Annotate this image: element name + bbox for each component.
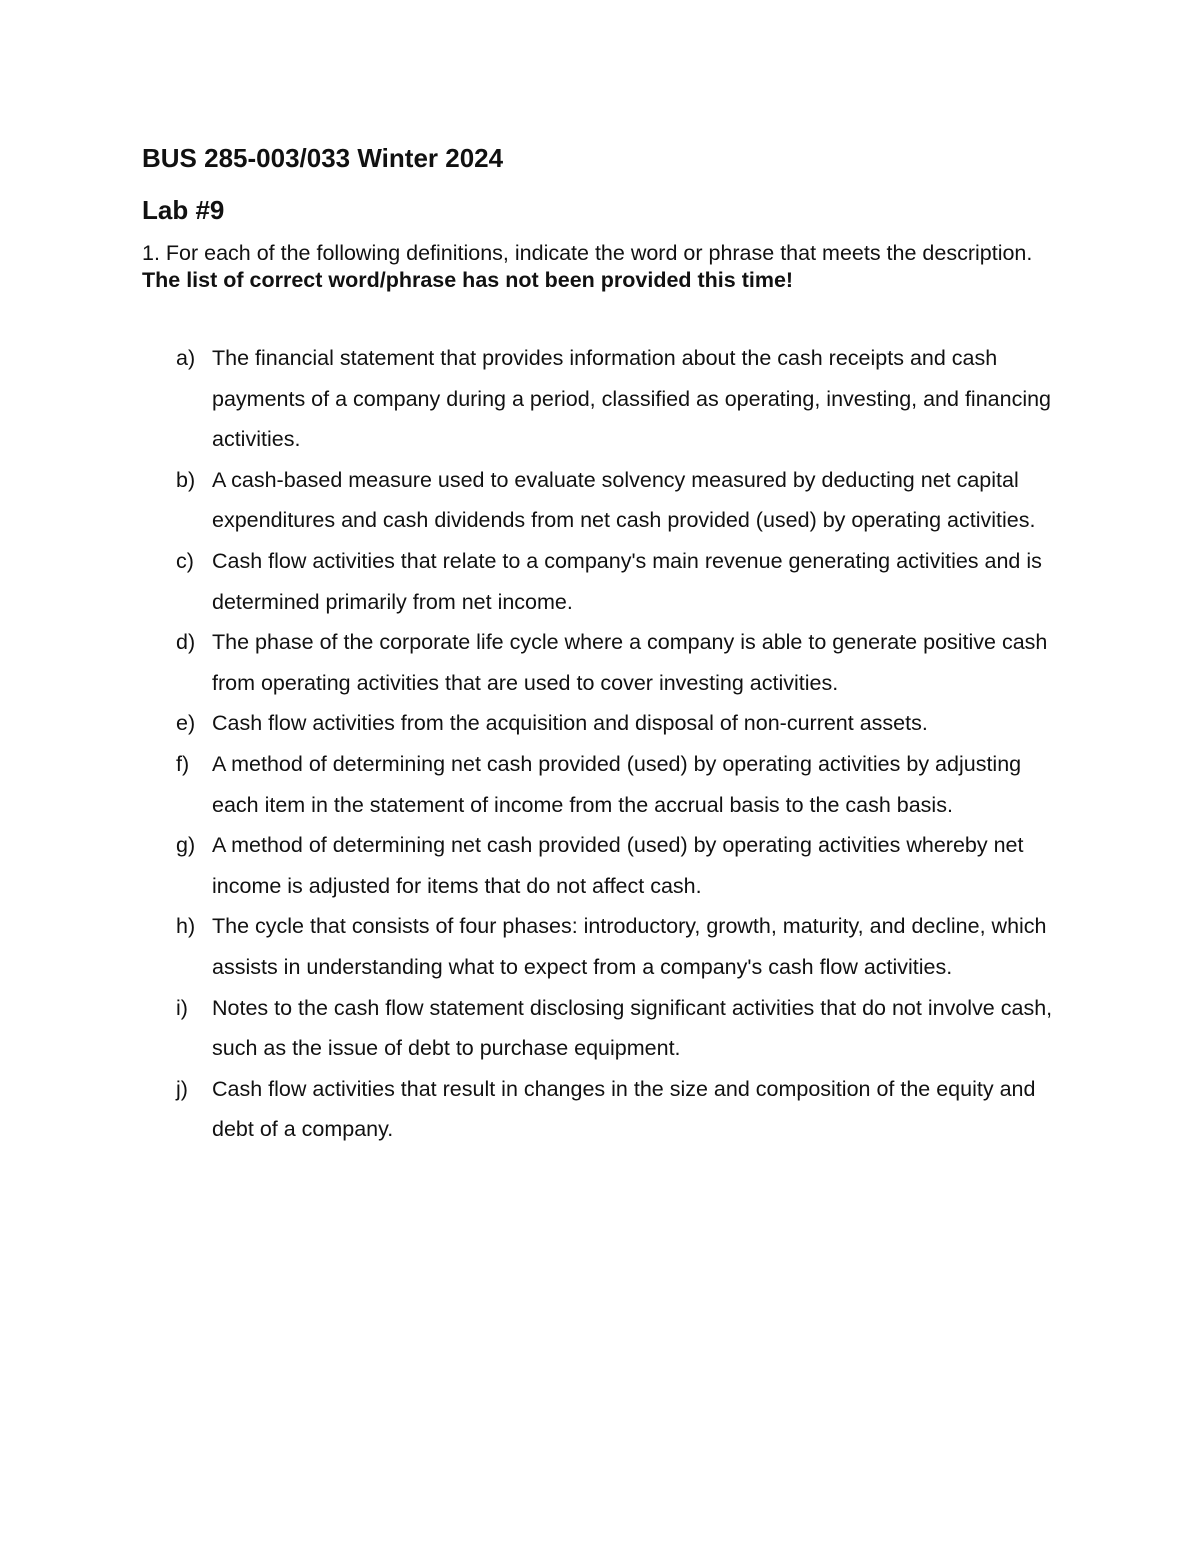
- definition-letter: a): [176, 346, 196, 370]
- definition-item-e: [142, 703, 1058, 744]
- definition-item-a: [142, 338, 1058, 460]
- definition-item-b: [142, 460, 1058, 541]
- definition-letter: c): [176, 548, 194, 573]
- definition-item-g: [142, 825, 1058, 906]
- definition-item-c: [142, 541, 1058, 622]
- definition-item-f: [142, 744, 1058, 825]
- definition-letter: h): [176, 914, 196, 939]
- definition-letter: b): [176, 467, 196, 492]
- definition-letter: j): [176, 1076, 188, 1101]
- definition-letter: f): [176, 751, 190, 776]
- definition-text: A cash-based measure used to evaluate solvency measured by deducting net capital expenditures and cash dividends from net cash provided (used) by operating activities.: [212, 467, 1036, 533]
- definition-item-i: [142, 988, 1058, 1069]
- definition-text: The phase of the corporate life cycle where a company is able to generate positive cash from operating activities that are used to cover investing activities.: [212, 630, 1048, 695]
- question-emphasis: The list of correct word/phrase has not been provided this time!: [142, 268, 794, 292]
- definition-letter: g): [176, 833, 196, 858]
- definition-text: A method of determining net cash provided (used) by operating activities by adjusting each item in the statement of income from the accrual basis to the cash basis.: [212, 751, 1022, 817]
- definition-letter: e): [176, 711, 196, 736]
- definition-text: Cash flow activities that relate to a company's main revenue generating activities and is determined primarily from net income.: [212, 548, 1042, 614]
- definition-text: The cycle that consists of four phases: introductory, growth, maturity, and decline, which assists in understanding what to expect from a company's cash flow activities.: [212, 914, 1047, 979]
- definition-letter: i): [176, 995, 188, 1020]
- definition-text: Notes to the cash flow statement disclosing significant activities that do not involve cash, such as the issue of debt to purchase equipment.: [212, 995, 1053, 1061]
- course-title: BUS 285-003/033 Winter 2024: [142, 143, 504, 173]
- definition-item-d: [142, 622, 1058, 703]
- definition-text: A method of determining net cash provided (used) by operating activities whereby net income is adjusted for items that do not affect cash.: [212, 833, 1024, 898]
- definition-letter: d): [176, 630, 196, 655]
- definition-text: The financial statement that provides information about the cash receipts and cash payments of a company during a period, classified as operating, investing, and financing activities.: [212, 346, 1052, 452]
- lab-title: Lab #9: [142, 195, 225, 225]
- definition-list: [142, 338, 1058, 1150]
- question-intro-text: 1. For each of the following definitions, indicate the word or phrase that meets the description.: [142, 241, 1033, 265]
- definition-text: Cash flow activities that result in changes in the size and composition of the equity and debt of a company.: [212, 1076, 1036, 1142]
- definition-item-j: [142, 1069, 1058, 1150]
- question-intro: [142, 240, 1062, 294]
- definition-text: Cash flow activities from the acquisition and disposal of non-current assets.: [212, 711, 928, 736]
- definition-item-h: [142, 906, 1058, 987]
